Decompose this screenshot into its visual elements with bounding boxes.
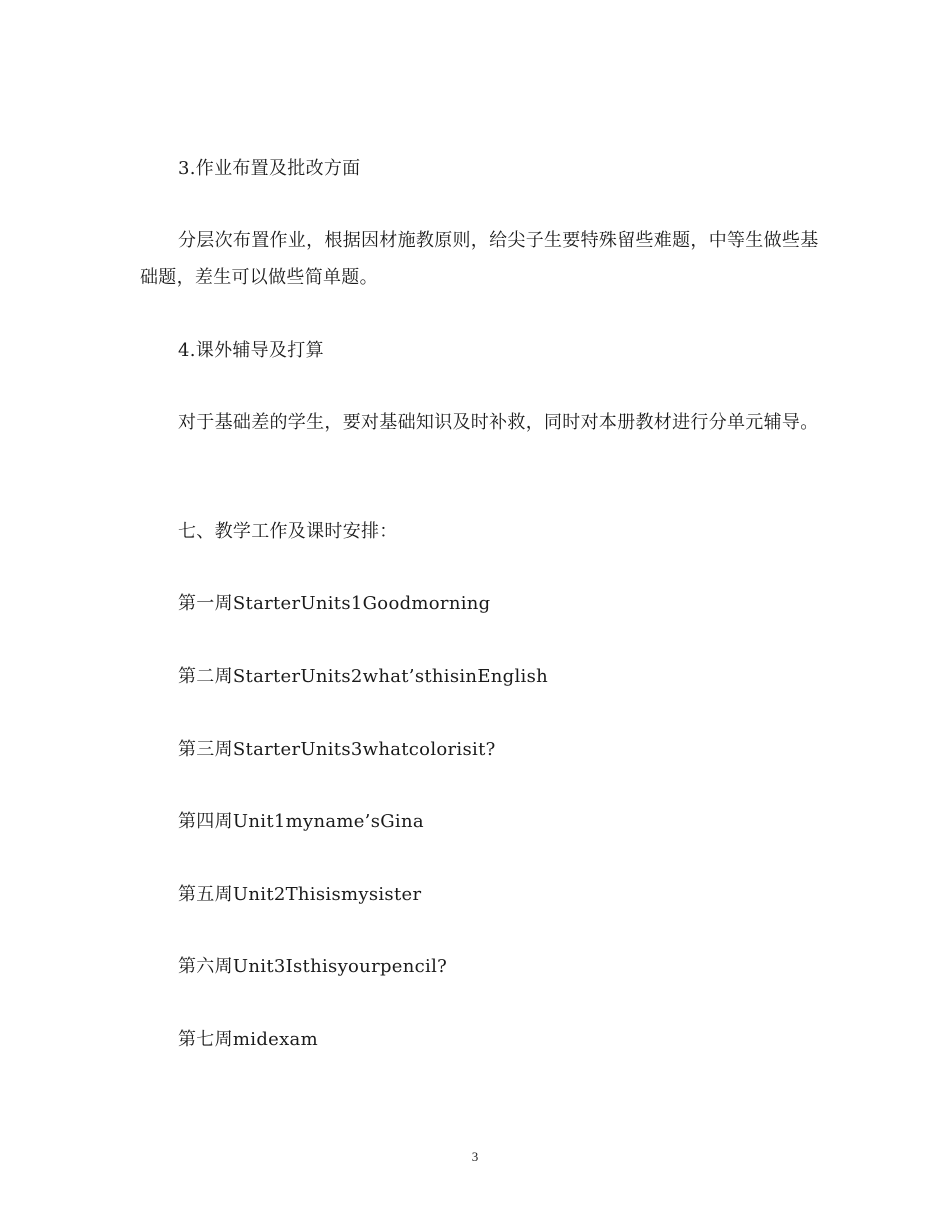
- paragraph-tutoring: 对于基础差的学生，要对基础知识及时补救，同时对本册教材进行分单元辅导。: [178, 412, 819, 433]
- schedule-week-4: 第四周Unit1myname’sGina: [178, 811, 424, 832]
- heading-schedule: 七、教学工作及课时安排：: [178, 521, 398, 542]
- page-number: 3: [471, 1149, 479, 1164]
- heading-tutoring: 4.课外辅导及打算: [178, 340, 324, 361]
- schedule-week-3: 第三周StarterUnits3whatcolorisit?: [178, 739, 496, 760]
- heading-homework: 3.作业布置及批改方面: [178, 158, 361, 179]
- schedule-week-6: 第六周Unit3Isthisyourpencil?: [178, 956, 448, 977]
- schedule-week-1: 第一周StarterUnits1Goodmorning: [178, 593, 491, 614]
- paragraph-homework: 分层次布置作业，根据因材施教原则，给尖子生要特殊留些难题，中等生做些基础题，差生可以做些简单题。: [140, 230, 819, 288]
- schedule-week-2: 第二周StarterUnits2what’sthisinEnglish: [178, 666, 549, 687]
- schedule-week-7: 第七周midexam: [178, 1029, 318, 1050]
- schedule-week-5: 第五周Unit2Thisismysister: [178, 884, 422, 905]
